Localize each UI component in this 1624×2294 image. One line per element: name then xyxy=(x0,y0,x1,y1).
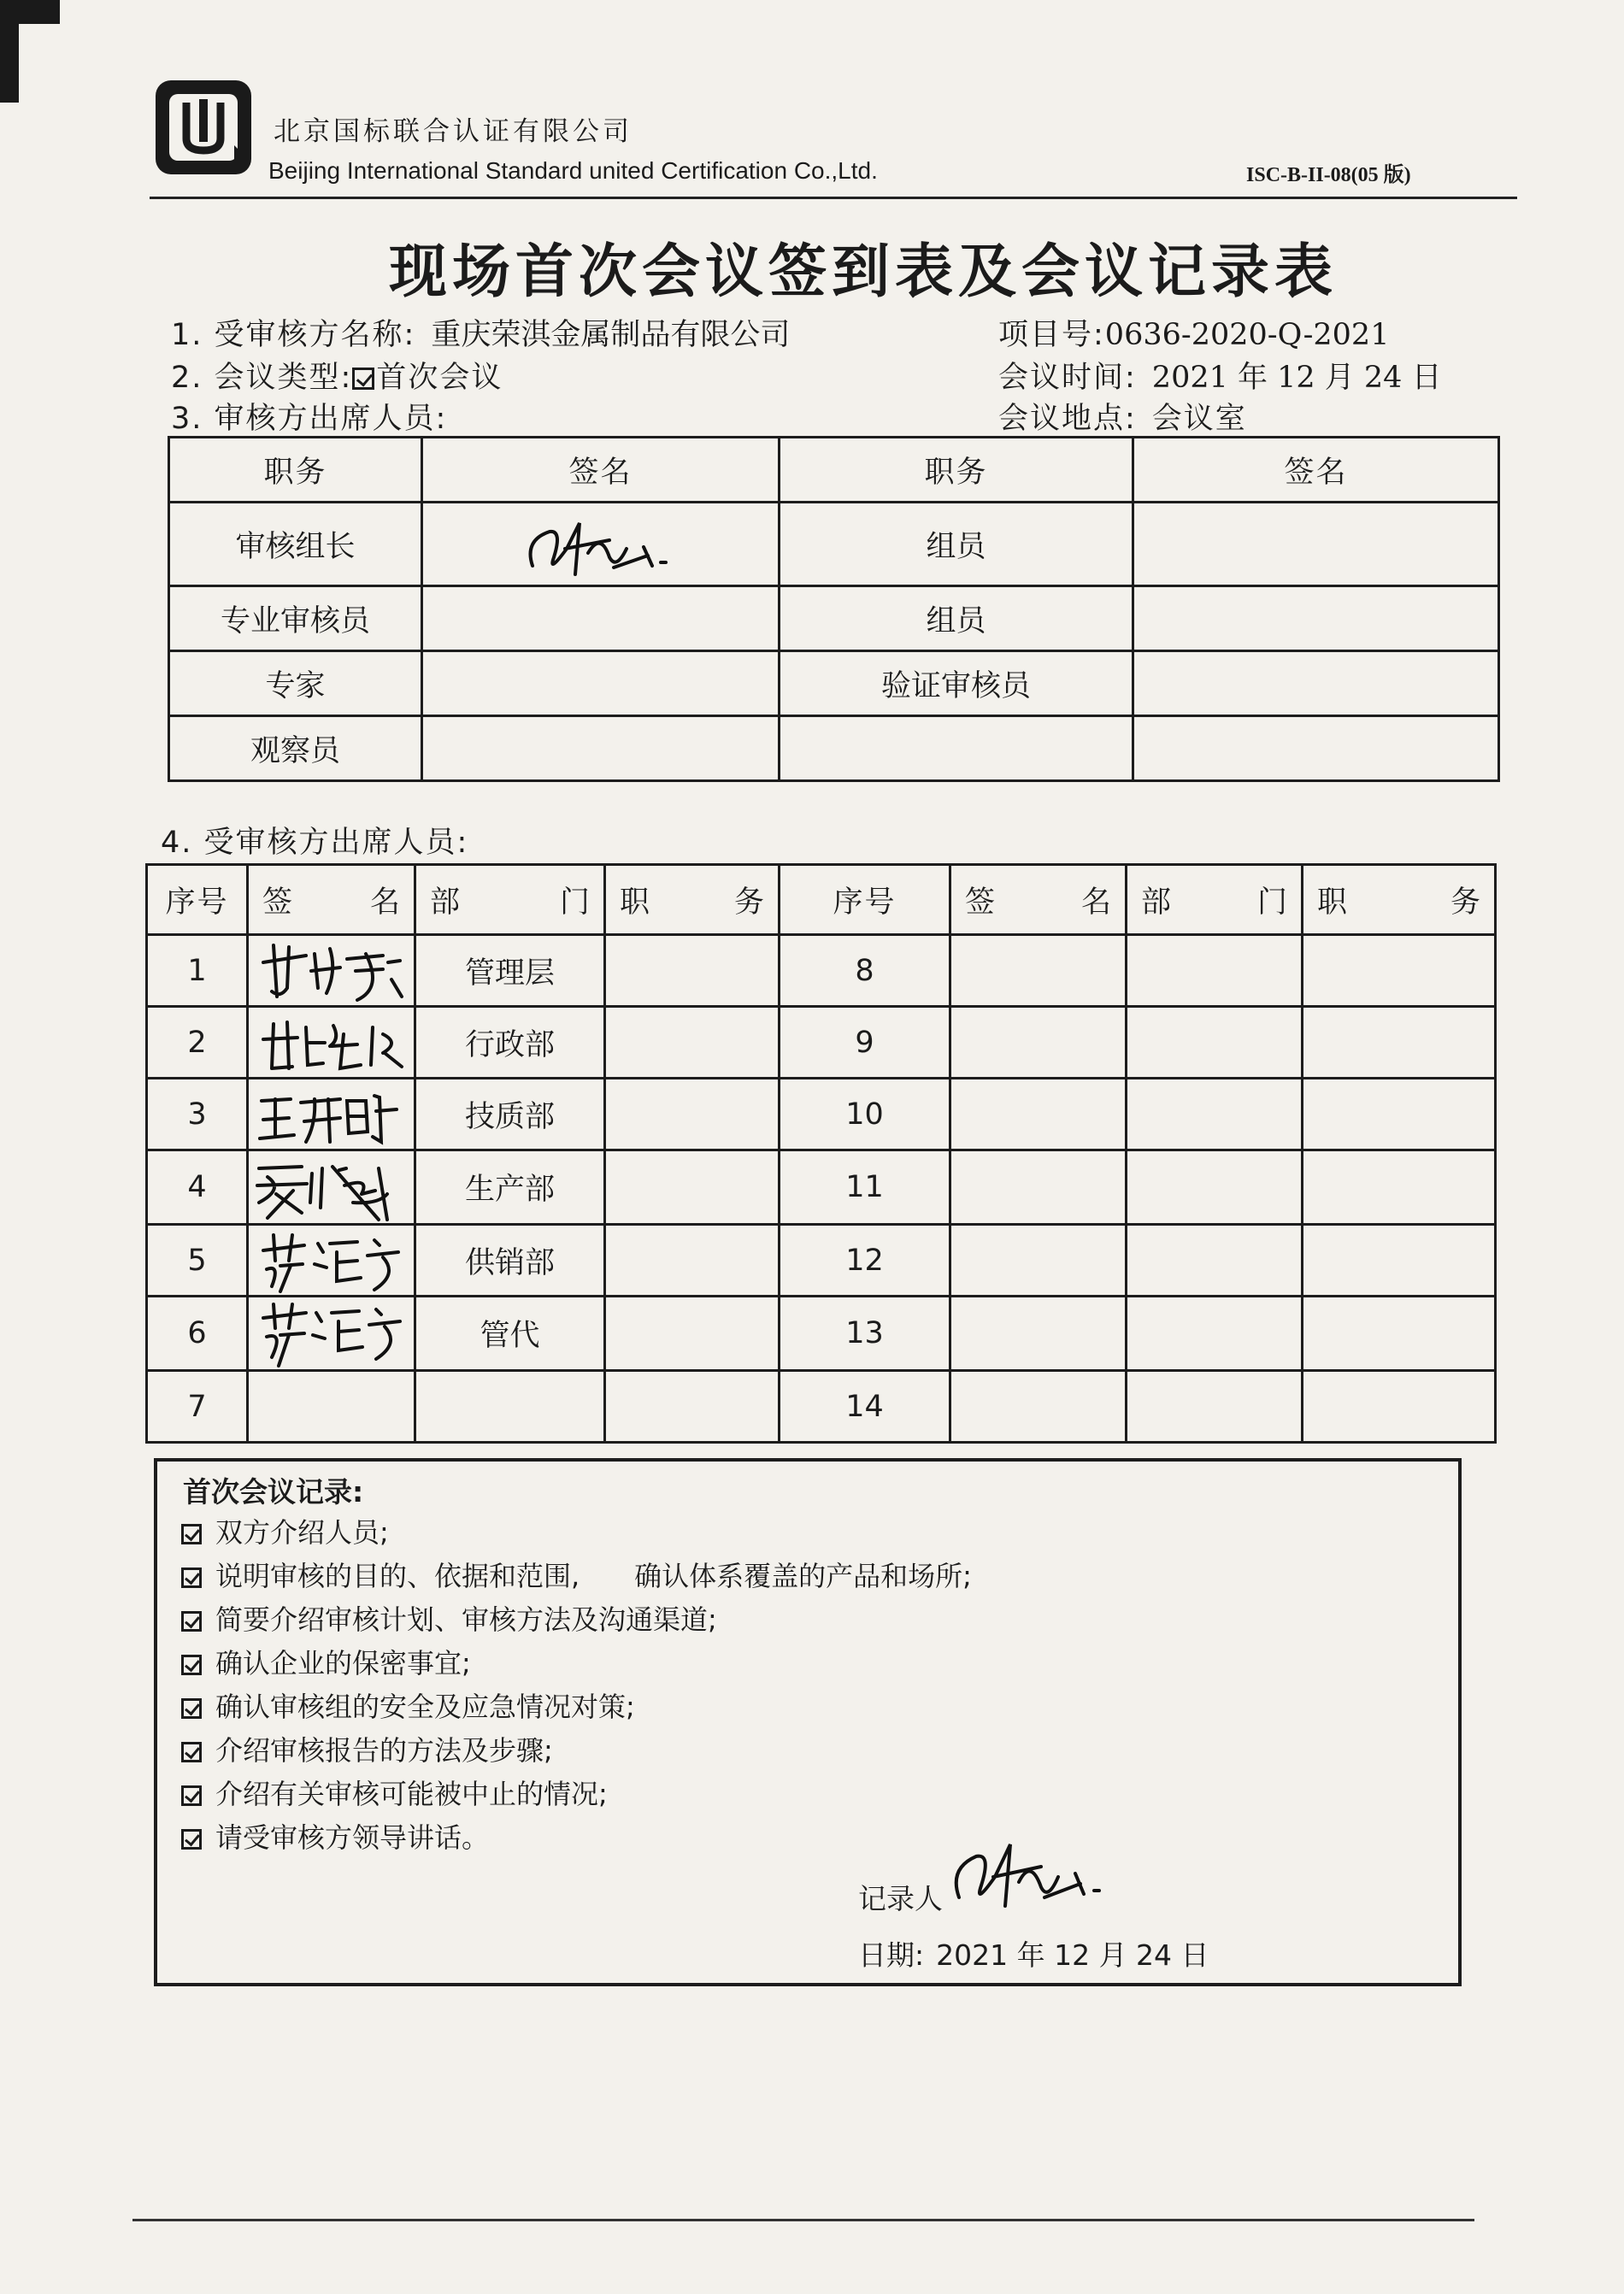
meeting-time-value: 2021 年 12 月 24 日 xyxy=(1151,361,1442,395)
minutes-checklist xyxy=(181,1511,972,1860)
checked-box-icon xyxy=(181,1698,202,1719)
row-number: 5 xyxy=(147,1225,248,1297)
department-cell: 供销部 xyxy=(415,1225,605,1297)
meeting-place-value: 会议室 xyxy=(1151,402,1247,436)
meeting-place-label: 会议地点: xyxy=(998,402,1137,436)
department-cell: 技质部 xyxy=(415,1079,605,1150)
form-code: ISC-B-II-08(05 版) xyxy=(1246,164,1411,186)
signature-cell xyxy=(1133,586,1499,651)
signature-cell xyxy=(1133,503,1499,586)
meeting-minutes-box xyxy=(154,1458,1462,1986)
department-cell: 管理层 xyxy=(415,935,605,1007)
table-row xyxy=(147,1225,1496,1297)
header-department: 部 门 xyxy=(415,865,605,935)
duty-cell xyxy=(605,935,780,1007)
list-item: 说明审核的目的、依据和范围, 确认体系覆盖的产品和场所; xyxy=(181,1555,972,1598)
checked-box-icon xyxy=(181,1568,202,1588)
department-cell xyxy=(1127,1150,1303,1225)
handwritten-signature xyxy=(255,1009,409,1077)
record-date: 日期: 2021 年 12 月 24 日 xyxy=(858,1938,1209,1972)
minutes-title: 首次会议记录: xyxy=(183,1475,364,1509)
checked-box-icon xyxy=(181,1611,202,1632)
checked-box-icon xyxy=(181,1524,202,1544)
meeting-type-line xyxy=(171,354,503,397)
row-number: 2 xyxy=(147,1007,248,1079)
signature-cell xyxy=(248,1371,415,1443)
role-cell: 观察员 xyxy=(169,716,422,781)
duty-cell xyxy=(1303,1079,1496,1150)
handwritten-signature xyxy=(515,506,686,583)
signature-cell xyxy=(422,716,780,781)
signature-cell xyxy=(422,651,780,716)
table-row xyxy=(147,1371,1496,1443)
duty-cell xyxy=(1303,1371,1496,1443)
project-label: 项目号: xyxy=(998,318,1105,352)
row-number: 7 xyxy=(147,1371,248,1443)
meeting-type-value: 首次会议 xyxy=(376,361,503,395)
duty-cell xyxy=(605,1079,780,1150)
signature-cell xyxy=(422,503,780,586)
list-item: 简要介绍审核计划、审核方法及沟通渠道; xyxy=(181,1598,972,1642)
auditee-name-line xyxy=(171,311,790,354)
meeting-type-label: 2. 会议类型: xyxy=(171,361,353,395)
company-name-en: Beijing International Standard united Certification Co.,Ltd. xyxy=(268,157,878,184)
department-cell: 生产部 xyxy=(415,1150,605,1225)
auditor-attendees-label: 3. 审核方出席人员: xyxy=(171,402,448,436)
department-cell xyxy=(415,1371,605,1443)
auditee-attendees-label: 4. 受审核方出席人员: xyxy=(161,826,469,860)
header-role: 职务 xyxy=(169,438,422,503)
checked-box-icon xyxy=(352,368,374,390)
duty-cell xyxy=(1303,935,1496,1007)
row-number: 6 xyxy=(147,1297,248,1371)
duty-cell xyxy=(1303,1150,1496,1225)
duty-cell xyxy=(605,1297,780,1371)
role-cell: 验证审核员 xyxy=(780,651,1133,716)
role-cell xyxy=(780,716,1133,781)
checked-box-icon xyxy=(181,1785,202,1806)
department-cell xyxy=(1127,935,1303,1007)
signature-cell xyxy=(1133,716,1499,781)
row-number: 9 xyxy=(780,1007,950,1079)
role-cell: 专业审核员 xyxy=(169,586,422,651)
row-number: 3 xyxy=(147,1079,248,1150)
list-item: 确认企业的保密事宜; xyxy=(181,1642,972,1685)
header-signature: 签 名 xyxy=(248,865,415,935)
header-duty: 职 务 xyxy=(605,865,780,935)
handwritten-signature xyxy=(255,937,409,1005)
role-cell: 审核组长 xyxy=(169,503,422,586)
table-row xyxy=(169,716,1499,781)
role-cell: 组员 xyxy=(780,586,1133,651)
auditee-label: 1. 受审核方名称: xyxy=(171,318,416,352)
role-cell: 组员 xyxy=(780,503,1133,586)
role-cell: 专家 xyxy=(169,651,422,716)
table-row xyxy=(147,1079,1496,1150)
table-row xyxy=(169,503,1499,586)
row-number: 4 xyxy=(147,1150,248,1225)
scan-edge-mark xyxy=(0,0,60,24)
row-number: 13 xyxy=(780,1297,950,1371)
signature-cell xyxy=(950,1225,1127,1297)
meeting-place-line xyxy=(998,395,1247,438)
duty-cell xyxy=(1303,1297,1496,1371)
auditor-attendance-table xyxy=(168,436,1500,782)
header-divider xyxy=(150,197,1517,199)
handwritten-signature xyxy=(255,1226,409,1295)
signature-cell xyxy=(422,586,780,651)
recorder-label: 记录人 xyxy=(858,1882,943,1915)
project-value: 0636-2020-Q-2021 xyxy=(1104,318,1390,352)
signature-cell xyxy=(1133,651,1499,716)
header-signature: 签 名 xyxy=(950,865,1127,935)
signature-cell xyxy=(248,1150,415,1225)
table-header-row xyxy=(169,438,1499,503)
department-cell xyxy=(1127,1079,1303,1150)
signature-cell xyxy=(950,1079,1127,1150)
recorder-signature xyxy=(942,1820,1113,1915)
department-cell: 行政部 xyxy=(415,1007,605,1079)
table-row xyxy=(169,651,1499,716)
header-role: 职务 xyxy=(780,438,1133,503)
table-row xyxy=(169,586,1499,651)
table-row xyxy=(147,1297,1496,1371)
header-signature: 签名 xyxy=(1133,438,1499,503)
list-item: 确认审核组的安全及应急情况对策; xyxy=(181,1685,972,1729)
department-cell xyxy=(1127,1297,1303,1371)
meeting-time-line xyxy=(998,354,1442,397)
table-row xyxy=(147,1007,1496,1079)
signature-cell xyxy=(950,1007,1127,1079)
header-department: 部 门 xyxy=(1127,865,1303,935)
list-item: 介绍有关审核可能被中止的情况; xyxy=(181,1773,972,1816)
company-name-cn: 北京国标联合认证有限公司 xyxy=(274,116,633,147)
company-logo xyxy=(152,77,255,178)
signature-cell xyxy=(248,935,415,1007)
meeting-time-label: 会议时间: xyxy=(998,361,1137,395)
row-number: 8 xyxy=(780,935,950,1007)
signature-cell xyxy=(248,1007,415,1079)
row-number: 12 xyxy=(780,1225,950,1297)
signature-cell xyxy=(248,1079,415,1150)
handwritten-signature xyxy=(255,1297,409,1369)
duty-cell xyxy=(605,1371,780,1443)
duty-cell xyxy=(1303,1007,1496,1079)
auditee-value: 重庆荣淇金属制品有限公司 xyxy=(431,318,791,352)
row-number: 1 xyxy=(147,935,248,1007)
row-number: 11 xyxy=(780,1150,950,1225)
checked-box-icon xyxy=(181,1829,202,1850)
department-cell xyxy=(1127,1007,1303,1079)
department-cell xyxy=(1127,1371,1303,1443)
page-title: 现场首次会议签到表及会议记录表 xyxy=(388,238,1338,306)
signature-cell xyxy=(950,1371,1127,1443)
list-item: 请受审核方领导讲话。 xyxy=(181,1816,972,1860)
handwritten-signature xyxy=(250,1151,413,1223)
duty-cell xyxy=(605,1007,780,1079)
header-no: 序号 xyxy=(780,865,950,935)
duty-cell xyxy=(605,1225,780,1297)
department-cell xyxy=(1127,1225,1303,1297)
auditee-attendance-table xyxy=(145,863,1497,1444)
department-cell: 管代 xyxy=(415,1297,605,1371)
header-no: 序号 xyxy=(147,865,248,935)
signature-cell xyxy=(248,1297,415,1371)
signature-cell xyxy=(950,935,1127,1007)
signature-cell xyxy=(950,1150,1127,1225)
duty-cell xyxy=(1303,1225,1496,1297)
list-item: 介绍审核报告的方法及步骤; xyxy=(181,1729,972,1773)
table-header-row xyxy=(147,865,1496,935)
duty-cell xyxy=(605,1150,780,1225)
signature-cell xyxy=(950,1297,1127,1371)
footer-divider xyxy=(132,2219,1474,2221)
table-row xyxy=(147,1150,1496,1225)
auditor-attendees-line xyxy=(171,395,447,438)
project-number-line xyxy=(998,311,1389,354)
header-signature: 签名 xyxy=(422,438,780,503)
table-row xyxy=(147,935,1496,1007)
handwritten-signature xyxy=(255,1080,409,1149)
row-number: 10 xyxy=(780,1079,950,1150)
checked-box-icon xyxy=(181,1655,202,1675)
row-number: 14 xyxy=(780,1371,950,1443)
checked-box-icon xyxy=(181,1742,202,1762)
header-duty: 职 务 xyxy=(1303,865,1496,935)
signature-cell xyxy=(248,1225,415,1297)
list-item: 双方介绍人员; xyxy=(181,1511,972,1555)
